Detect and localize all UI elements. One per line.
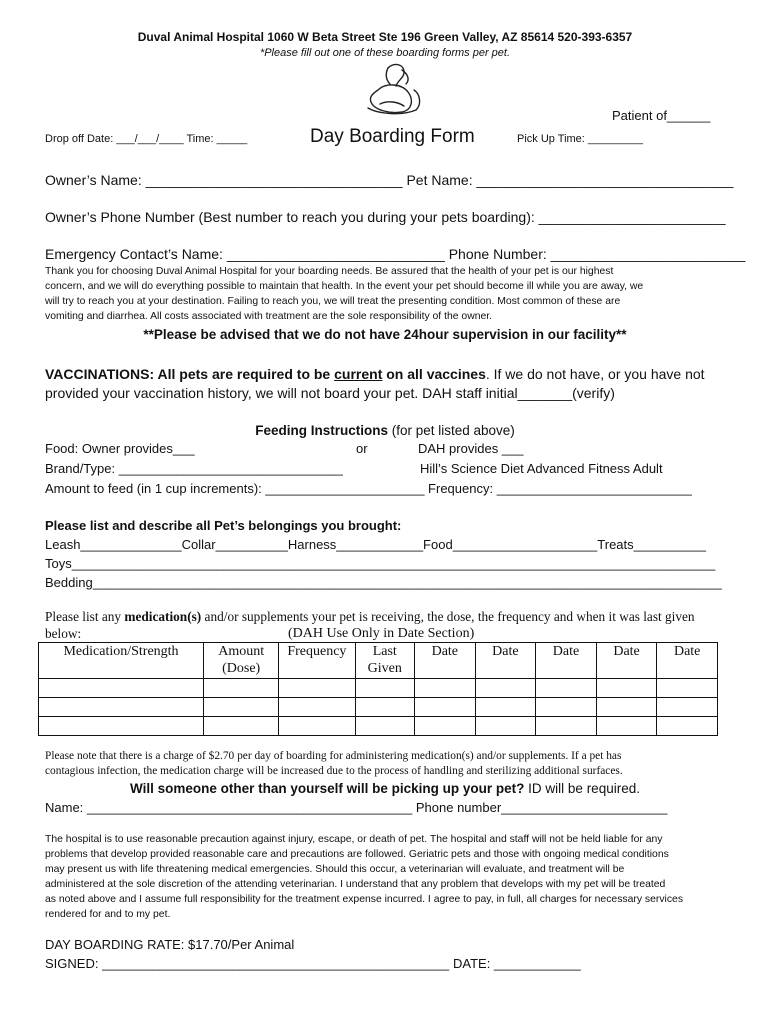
pickup-question (0, 781, 770, 796)
notice-line: vomiting and diarrhea. All costs associated with treatment are the sole responsibility of the owner. (45, 311, 493, 322)
medication-intro (45, 609, 695, 625)
column-header: Last Given (355, 643, 415, 679)
pickup-question-bold: Will someone other than yourself will be picking up your pet? (130, 781, 525, 796)
pick-up-time-field[interactable]: Pick Up Time: _________ (517, 133, 643, 145)
signature-field[interactable]: SIGNED: ________________________________________________ (45, 956, 450, 971)
liability-line: may present us with life threatening medical emergencies. Should this occur, a veterinarian will evaluate, and treatment will be (45, 864, 625, 875)
table-cell[interactable] (596, 679, 657, 698)
table-cell[interactable] (39, 698, 204, 717)
table-cell[interactable] (475, 698, 536, 717)
vaccinations-bold-tail: on all vaccines (382, 366, 486, 382)
page-title: Day Boarding Form (310, 126, 475, 147)
column-header: Date (415, 643, 476, 679)
table-cell[interactable] (279, 717, 355, 736)
table-cell[interactable] (355, 679, 415, 698)
dah-use-only-note: (DAH Use Only in Date Section) (288, 626, 475, 641)
medication-charge-note-1: Please note that there is a charge of $2.70 per day of boarding for administering medication(s) and/or supplements. If a pet has (45, 750, 622, 762)
medication-intro-pre: Please list any (45, 609, 125, 624)
table-row[interactable] (39, 679, 718, 698)
feeding-heading-rest: (for pet listed above) (387, 423, 515, 438)
table-cell[interactable] (596, 698, 657, 717)
table-cell[interactable] (596, 717, 657, 736)
table-cell[interactable] (204, 679, 279, 698)
table-cell[interactable] (355, 717, 415, 736)
table-cell[interactable] (536, 679, 597, 698)
food-owner-provides[interactable]: Food: Owner provides___ (45, 441, 195, 456)
vaccinations-bold-lead: VACCINATIONS: All pets are required to be (45, 366, 335, 382)
notice-line: Thank you for choosing Duval Animal Hospital for your boarding needs. Be assured that the health of your pet is our highest (45, 266, 614, 277)
emergency-contact-line[interactable]: Emergency Contact’s Name: ____________________________ Phone Number: _________________________ (45, 246, 746, 262)
table-cell[interactable] (475, 717, 536, 736)
supervision-notice: **Please be advised that we do not have 24hour supervision in our facility** (143, 327, 627, 342)
hills-diet-option: Hill’s Science Diet Advanced Fitness Adult (420, 461, 663, 476)
liability-line: administered at the sole discretion of the attending veterinarian. I understand that any problem that develops with my pet will be treated (45, 879, 666, 890)
medication-intro-bold: medication(s) (124, 609, 202, 624)
column-header: Amount (Dose) (204, 643, 279, 679)
boarding-rate: DAY BOARDING RATE: $17.70/Per Animal (45, 937, 295, 952)
liability-line: The hospital is to use reasonable precaution against injury, escape, or death of pet. The hospital and staff will not be held liable for any (45, 834, 663, 845)
table-row[interactable] (39, 698, 718, 717)
medication-table (38, 642, 718, 736)
vaccinations-line-2[interactable]: provided your vaccination history, we will not board your pet. DAH staff initial_______(verify) (45, 385, 615, 401)
belongings-line-1[interactable]: Leash______________Collar__________Harness____________Food____________________Treats__________ (45, 537, 706, 552)
table-cell[interactable] (415, 679, 476, 698)
medication-intro-post: and/or supplements your pet is receiving, the dose, the frequency and when it was last given (201, 609, 695, 624)
pickup-id-required: ID will be required. (524, 781, 640, 796)
vaccinations-current: current (334, 366, 383, 382)
table-cell[interactable] (204, 698, 279, 717)
table-cell[interactable] (39, 717, 204, 736)
belongings-toys-line[interactable]: Toys_________________________________________________________________________________________ (45, 556, 716, 571)
medication-charge-note-2: contagious infection, the medication charge will be increased due to the process of handling and sterilizing additional surfaces. (45, 765, 623, 777)
liability-line: rendered for and to my pet. (45, 909, 171, 920)
food-or: or (356, 441, 368, 456)
form-instruction: *Please fill out one of these boarding forms per pet. (259, 47, 511, 59)
table-cell[interactable] (279, 679, 355, 698)
table-cell[interactable] (657, 717, 718, 736)
clinic-address: Duval Animal Hospital 1060 W Beta Street Ste 196 Green Valley, AZ 85614 520-393-6357 (137, 30, 633, 44)
table-cell[interactable] (355, 698, 415, 717)
liability-line: as noted above and I assume full responsibility for the treatment expense incurred. I agree to pay, in full, all charges for necessary services (45, 894, 684, 905)
drop-off-field[interactable]: Drop off Date: ___/___/____ Time: _____ (45, 133, 248, 145)
table-cell[interactable] (536, 717, 597, 736)
date-field[interactable]: DATE: ____________ (453, 956, 581, 971)
column-header: Date (657, 643, 718, 679)
table-cell[interactable] (475, 679, 536, 698)
patient-of-field[interactable]: Patient of______ (612, 108, 711, 123)
amount-frequency-line[interactable]: Amount to feed (in 1 cup increments): ______________________ Frequency: ___________________________ (45, 481, 692, 496)
pickup-name-phone-line[interactable]: Name: _____________________________________________ Phone number_______________________ (45, 800, 668, 815)
belongings-heading: Please list and describe all Pet’s belongings you brought: (45, 518, 402, 533)
liability-line: problems that develop provided reasonable care and precautions are followed. Geriatric pets and those with ongoing medical conditions (45, 849, 669, 860)
column-header: Date (536, 643, 597, 679)
table-cell[interactable] (536, 698, 597, 717)
medication-table-header-row (39, 643, 718, 679)
table-cell[interactable] (204, 717, 279, 736)
notice-line: concern, and we will do everything possible to maintain that health. In the event your pet should become ill while you are away, we (45, 281, 644, 292)
owner-pet-name-line[interactable]: Owner’s Name: _________________________________ Pet Name: _________________________________ (45, 172, 734, 188)
table-cell[interactable] (415, 717, 476, 736)
vaccinations-rest: . If we do not have, or you have not (485, 366, 705, 382)
brand-type-field[interactable]: Brand/Type: _______________________________ (45, 461, 343, 476)
column-header: Frequency (279, 643, 355, 679)
feeding-heading-bold: Feeding Instructions (255, 423, 388, 438)
vaccinations-line-1 (45, 366, 705, 382)
column-header: Medication/Strength (39, 643, 204, 679)
medication-below: below: (45, 626, 82, 641)
owner-phone-line[interactable]: Owner’s Phone Number (Best number to reach you during your pets boarding): ________________________ (45, 209, 726, 225)
column-header: Date (475, 643, 536, 679)
table-cell[interactable] (657, 679, 718, 698)
feeding-heading (0, 423, 770, 438)
table-cell[interactable] (657, 698, 718, 717)
table-cell[interactable] (39, 679, 204, 698)
belongings-bedding-line[interactable]: Bedding_______________________________________________________________________________________ (45, 575, 722, 590)
column-header: Date (596, 643, 657, 679)
table-cell[interactable] (279, 698, 355, 717)
table-cell[interactable] (415, 698, 476, 717)
liability-paragraph (45, 832, 683, 922)
dog-and-cat-logo-icon (358, 60, 428, 120)
food-dah-provides[interactable]: DAH provides ___ (418, 441, 524, 456)
notice-line: will try to reach you at your destination. Failing to reach you, we will treat the presenting condition. Most common of these are (45, 296, 621, 307)
table-row[interactable] (39, 717, 718, 736)
boarding-notice (45, 264, 643, 324)
